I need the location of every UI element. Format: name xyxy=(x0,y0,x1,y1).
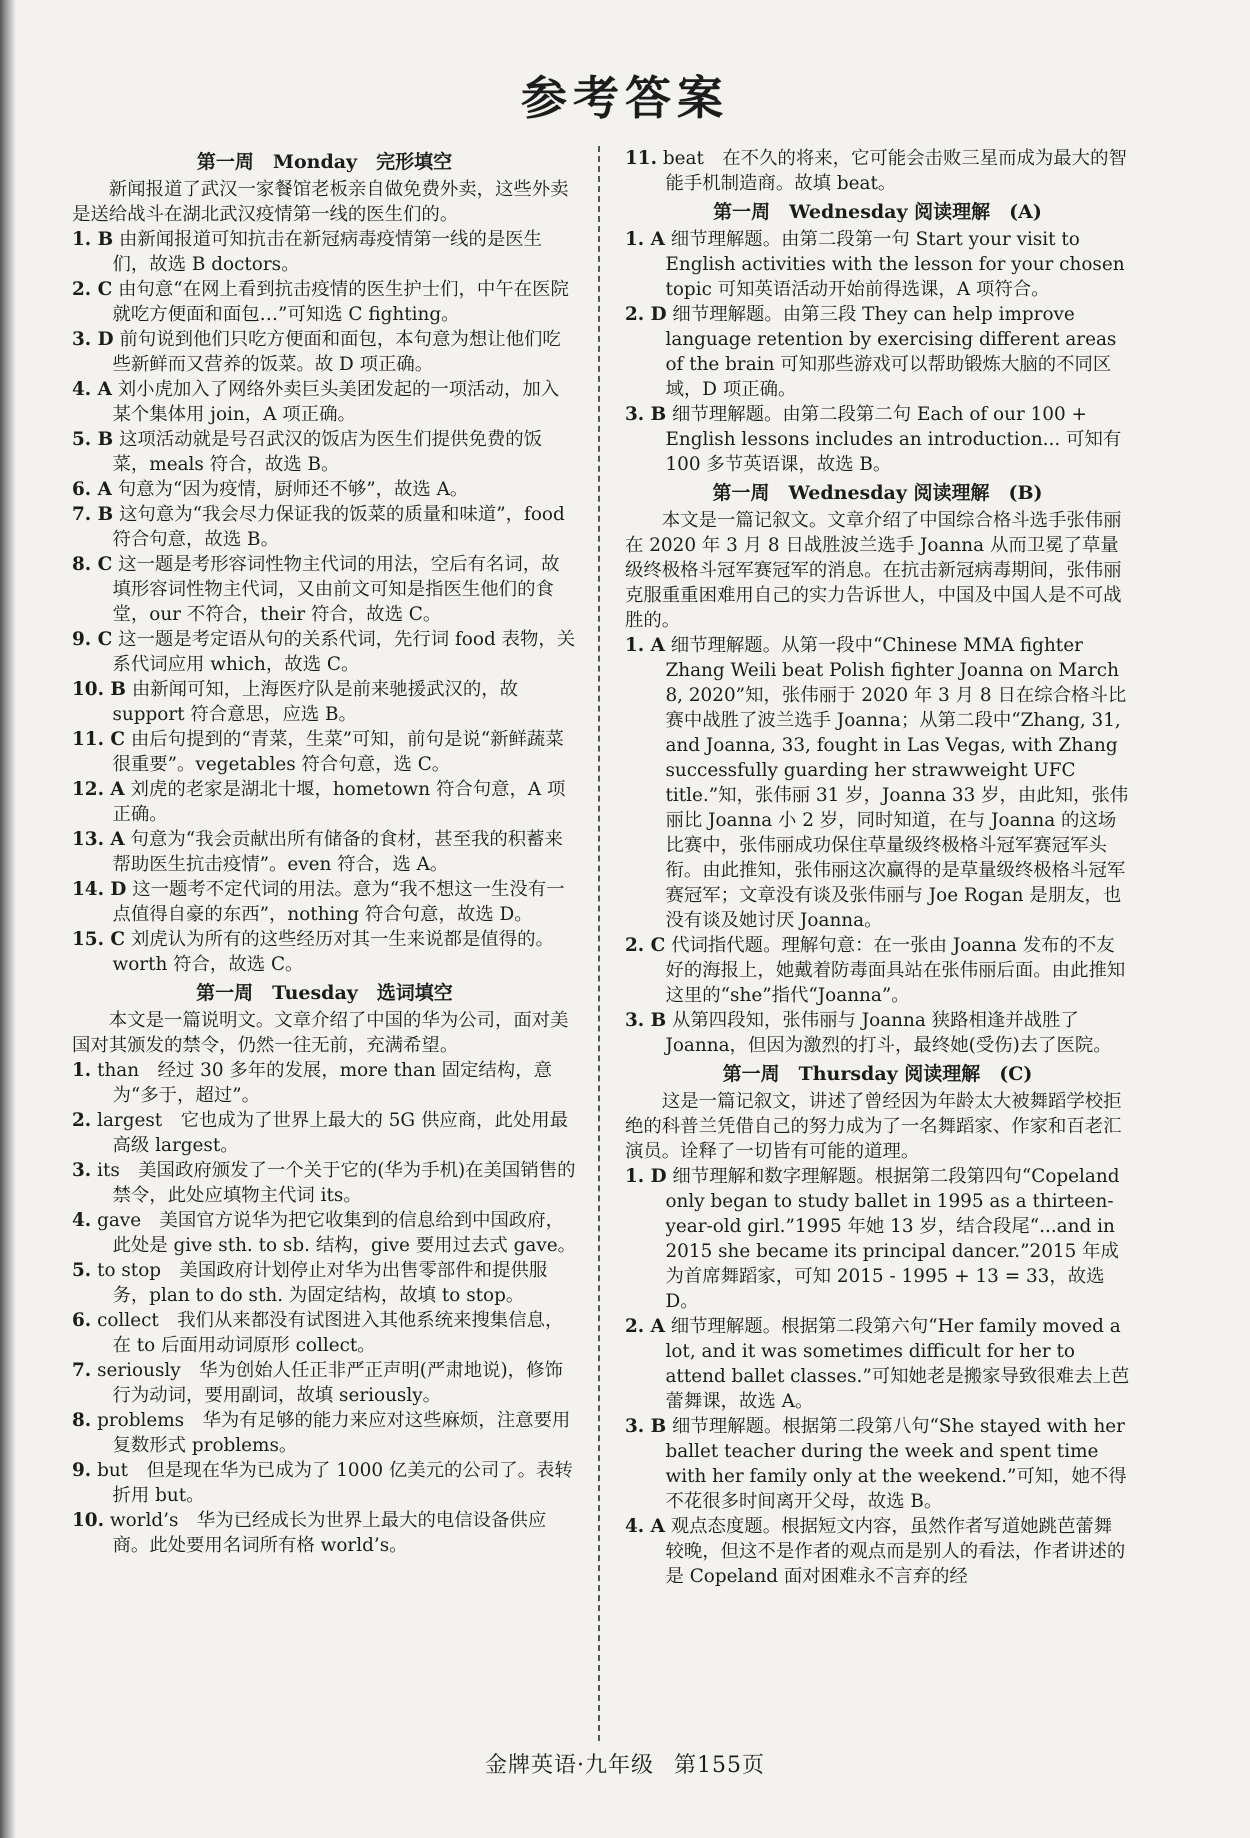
section-intro: 本文是一篇说明文。文章介绍了中国的华为公司，面对美国对其颁发的禁令，仍然一往无前，充满希望。 xyxy=(72,1010,569,1056)
answer-number: 2. xyxy=(72,1110,92,1131)
answer-item xyxy=(72,1258,577,1308)
answer-number: 11. xyxy=(625,148,657,169)
answer-number: 7. B xyxy=(72,504,114,525)
answer-item xyxy=(72,627,577,677)
answer-number: 3. B xyxy=(625,404,667,425)
answer-explanation: than 经过 30 多年的发展，more than 固定结构，意为“多于，超过”。 xyxy=(97,1060,552,1106)
right-answer-column xyxy=(625,146,1130,1746)
answer-item xyxy=(72,377,577,427)
answer-explanation: 细节理解题。根据第二段第六句“Her family moved a lot, and it was sometimes difficult for her to attend ballet classes.”可知她老是搬家导致很难去上芭蕾舞课，故选 A。 xyxy=(665,1316,1130,1412)
section-intro: 本文是一篇记叙文。文章介绍了中国综合格斗选手张伟丽在 2020 年 3 月 8 日战胜波兰选手 Joanna 从而卫冕了草量级终极格斗冠军赛冠军的消息。在抗击新冠病毒期间，张伟丽克服重重困难用自己的实力告诉世人，中国及中国人是不可战胜的。 xyxy=(625,510,1122,631)
answer-explanation: 刘小虎加入了网络外卖巨头美团发起的一项活动，加入某个集体用 join，A 项正确。 xyxy=(112,379,560,425)
answer-item xyxy=(72,477,577,502)
section-heading: 第一周 Tuesday 选词填空 xyxy=(196,982,453,1004)
answer-item xyxy=(625,1314,1130,1414)
answer-number: 1. A xyxy=(625,635,665,656)
answer-number: 11. C xyxy=(72,729,126,750)
answer-item xyxy=(625,633,1130,933)
answer-explanation: 细节理解和数字理解题。根据第二段第四句“Copeland only began to study ballet in 1995 as a thirteen-year-old girl.”1995 年她 13 岁，结合段尾“...and in 2015 she became its principal dancer.”2015 年成为首席舞蹈家，可知 2015 - 1995 + 13 = 33，故选 D。 xyxy=(665,1166,1120,1312)
answer-number: 10. B xyxy=(72,679,126,700)
answer-explanation: 句意为“因为疫情，厨师还不够”，故选 A。 xyxy=(117,479,469,500)
answer-number: 2. C xyxy=(72,279,113,300)
answer-explanation: 刘虎的老家是湖北十堰，hometown 符合句意，A 项正确。 xyxy=(112,779,566,825)
answer-explanation: 这句意为“我会尽力保证我的饭菜的质量和味道”，food 符合句意，故选 B。 xyxy=(112,504,565,550)
answer-number: 12. A xyxy=(72,779,125,800)
section-heading: 第一周 Thursday 阅读理解 (C) xyxy=(722,1063,1033,1085)
answer-explanation: 这一题考不定代词的用法。意为“我不想这一生没有一点值得自豪的东西”，nothing 符合句意，故选 D。 xyxy=(112,879,565,925)
answer-number: 8. C xyxy=(72,554,113,575)
answer-item xyxy=(625,1414,1130,1514)
answer-number: 9. xyxy=(72,1460,92,1481)
answer-number: 3. B xyxy=(625,1416,667,1437)
answer-item xyxy=(72,1358,577,1408)
answer-number: 10. xyxy=(72,1510,104,1531)
answer-explanation: 由新闻报道可知抗击在新冠病毒疫情第一线的是医生们，故选 B doctors。 xyxy=(112,229,543,275)
answer-number: 4. xyxy=(72,1210,92,1231)
answer-number: 1. B xyxy=(72,229,114,250)
answer-explanation: collect 我们从来都没有试图进入其他系统来搜集信息，在 to 后面用动词原形 collect。 xyxy=(97,1310,564,1356)
answer-number: 15. C xyxy=(72,929,126,950)
answer-item xyxy=(72,877,577,927)
answer-number: 2. D xyxy=(625,304,667,325)
answer-number: 2. A xyxy=(625,1316,665,1337)
page-edge-shadow xyxy=(0,0,16,1838)
answer-explanation: beat 在不久的将来，它可能会击败三星而成为最大的智能手机制造商。故填 beat。 xyxy=(662,148,1127,194)
answer-item xyxy=(72,677,577,727)
answer-number: 9. C xyxy=(72,629,113,650)
answer-number: 6. A xyxy=(72,479,112,500)
answer-number: 1. A xyxy=(625,229,665,250)
page-footer xyxy=(0,1748,1250,1779)
answer-number: 6. xyxy=(72,1310,92,1331)
answer-item xyxy=(72,1408,577,1458)
answer-item xyxy=(72,277,577,327)
answer-number: 1. xyxy=(72,1060,92,1081)
answer-explanation: 前句说到他们只吃方便面和面包，本句意为想让他们吃些新鲜而又营养的饭菜。故 D 项正确。 xyxy=(112,329,561,375)
answer-explanation: but 但是现在华为已成为了 1000 亿美元的公司了。表转折用 but。 xyxy=(97,1460,573,1506)
answer-number: 8. xyxy=(72,1410,92,1431)
answer-explanation: problems 华为有足够的能力来应对这些麻烦，注意要用复数形式 problems。 xyxy=(97,1410,571,1456)
answer-explanation: 细节理解题。由第三段 They can help improve language retention by exercising different areas of the brain 可知那些游戏可以帮助锻炼大脑的不同区域，D 项正确。 xyxy=(665,304,1117,400)
answer-item xyxy=(625,227,1130,302)
answer-item xyxy=(72,552,577,627)
answer-item xyxy=(625,302,1130,402)
answer-explanation: 句意为“我会贡献出所有储备的食材，甚至我的积蓄来帮助医生抗击疫情”。even 符合，选 A。 xyxy=(112,829,563,875)
answer-explanation: 细节理解题。从第一段中“Chinese MMA fighter Zhang Weili beat Polish fighter Joanna on March 8, 2020”知，张伟丽于 2020 年 3 月 8 日在综合格斗比赛中战胜了波兰选手 Joanna；从第二段中“Zhang, 31, and Joanna, 33, fought in Las Vegas, with Zhang successfully guarding her strawweight UFC title.”知，张伟丽 31 岁，Joanna 33 岁，由此知，张伟丽比 Joanna 小 2 岁，同时知道，在与 Joanna 的这场比赛中，张伟丽成功保住草量级终极格斗冠军赛冠军头衔。由此推知，张伟丽这次赢得的是草量级终极格斗冠军赛冠军；文章没有谈及张伟丽与 Joe Rogan 是朋友，也没有谈及她讨厌 Joanna。 xyxy=(665,635,1129,931)
answer-number: 7. xyxy=(72,1360,92,1381)
answer-item xyxy=(72,777,577,827)
answer-item xyxy=(72,502,577,552)
answer-item xyxy=(72,927,577,977)
section-heading: 第一周 Wednesday 阅读理解 (B) xyxy=(712,482,1043,504)
answer-number: 3. xyxy=(72,1160,92,1181)
answer-explanation: 细节理解题。由第二段第二句 Each of our 100 + English lessons includes an introduction... 可知有 100 多节英语课，故选 B。 xyxy=(665,404,1122,475)
answer-explanation: 这项活动就是号召武汉的饭店为医生们提供免费的饭菜，meals 符合，故选 B。 xyxy=(112,429,543,475)
book-title: 金牌英语·九年级 xyxy=(485,1753,654,1778)
section-heading: 第一周 Wednesday 阅读理解 (A) xyxy=(713,201,1042,223)
column-divider xyxy=(598,146,600,1741)
answer-item xyxy=(72,1208,577,1258)
answer-item xyxy=(72,1108,577,1158)
answer-explanation: 这一题是考定语从句的关系代词，先行词 food 表物，关系代词应用 which，故选 C。 xyxy=(112,629,576,675)
answer-number: 3. B xyxy=(625,1010,667,1031)
answer-item xyxy=(72,1058,577,1108)
answer-explanation: 刘虎认为所有的这些经历对其一生来说都是值得的。worth 符合，故选 C。 xyxy=(112,929,554,975)
answer-item xyxy=(72,1458,577,1508)
answer-item xyxy=(72,727,577,777)
answer-number: 4. A xyxy=(72,379,112,400)
answer-item xyxy=(625,146,1130,196)
left-answer-column xyxy=(72,146,577,1746)
answer-explanation: seriously 华为创始人任正非严正声明(严肃地说)，修饰行为动词，要用副词，故填 seriously。 xyxy=(97,1360,563,1406)
answer-number: 2. C xyxy=(625,935,666,956)
answer-item xyxy=(72,327,577,377)
answer-item xyxy=(72,827,577,877)
answer-explanation: 由句意“在网上看到抗击疫情的医生护士们，中午在医院就吃方便面和面包…”可知选 C fighting。 xyxy=(112,279,569,325)
answer-explanation: 由后句提到的“青菜，生菜”可知，前句是说“新鲜蔬菜很重要”。vegetables 符合句意，选 C。 xyxy=(112,729,564,775)
answer-item xyxy=(72,1508,577,1558)
answer-explanation: world’s 华为已经成长为世界上最大的电信设备供应商。此处要用名词所有格 world’s。 xyxy=(109,1510,547,1556)
answer-explanation: 这一题是考形容词性物主代词的用法，空后有名词，故填形容词性物主代词，又由前文可知是指医生他们的食堂，our 不符合，their 符合，故选 C。 xyxy=(112,554,560,625)
section-heading: 第一周 Monday 完形填空 xyxy=(196,151,453,173)
answer-item xyxy=(72,427,577,477)
page-number: 第155页 xyxy=(674,1753,765,1778)
answer-item xyxy=(72,227,577,277)
answer-explanation: 细节理解题。根据第二段第八句“She stayed with her ballet teacher during the week and spent time with her family only at the weekend.”可知，她不得不花很多时间离开父母，故选 B。 xyxy=(665,1416,1127,1512)
answer-item xyxy=(625,1514,1130,1589)
answer-explanation: to stop 美国政府计划停止对华为出售零部件和提供服务，plan to do sth. 为固定结构，故填 to stop。 xyxy=(97,1260,548,1306)
answer-item xyxy=(72,1158,577,1208)
section-intro: 新闻报道了武汉一家餐馆老板亲自做免费外卖，这些外卖是送给战斗在湖北武汉疫情第一线的医生们的。 xyxy=(72,179,569,225)
answer-explanation: 代词指代题。理解句意：在一张由 Joanna 发布的不友好的海报上，她戴着防毒面具站在张伟丽后面。由此推知这里的“she”指代“Joanna”。 xyxy=(665,935,1126,1006)
answer-number: 4. A xyxy=(625,1516,665,1537)
answer-number: 14. D xyxy=(72,879,127,900)
answer-number: 5. xyxy=(72,1260,92,1281)
answer-number: 1. D xyxy=(625,1166,667,1187)
answer-number: 13. A xyxy=(72,829,125,850)
answer-explanation: gave 美国官方说华为把它收集到的信息给到中国政府，此处是 give sth. to sb. 结构，give 要用过去式 gave。 xyxy=(97,1210,576,1256)
answer-number: 5. B xyxy=(72,429,114,450)
answer-item xyxy=(72,1308,577,1358)
answer-item xyxy=(625,1164,1130,1314)
page-title: 参考答案 xyxy=(521,71,729,125)
answer-explanation: 从第四段知，张伟丽与 Joanna 狭路相逢并战胜了 Joanna，但因为激烈的打斗，最终她(受伤)去了医院。 xyxy=(665,1010,1112,1056)
answer-explanation: 观点态度题。根据短文内容，虽然作者写道她跳芭蕾舞较晚，但这不是作者的观点而是别人的看法，作者讲述的是 Copeland 面对困难永不言弃的经 xyxy=(665,1516,1126,1587)
answer-explanation: its 美国政府颁发了一个关于它的(华为手机)在美国销售的禁令，此处应填物主代词 its。 xyxy=(97,1160,576,1206)
answer-explanation: largest 它也成为了世界上最大的 5G 供应商，此处用最高级 largest。 xyxy=(97,1110,569,1156)
answer-item xyxy=(625,402,1130,477)
answer-item xyxy=(625,933,1130,1008)
section-intro: 这是一篇记叙文，讲述了曾经因为年龄太大被舞蹈学校拒绝的科普兰凭借自己的努力成为了一名舞蹈家、作家和百老汇演员。诠释了一切皆有可能的道理。 xyxy=(625,1091,1122,1162)
answer-explanation: 细节理解题。由第二段第一句 Start your visit to English activities with the lesson for your chosen topic 可知英语活动开始前得选课，A 项符合。 xyxy=(665,229,1125,300)
answer-explanation: 由新闻可知，上海医疗队是前来驰援武汉的，故 support 符合意思，应选 B。 xyxy=(112,679,519,725)
answer-item xyxy=(625,1008,1130,1058)
answer-number: 3. D xyxy=(72,329,114,350)
